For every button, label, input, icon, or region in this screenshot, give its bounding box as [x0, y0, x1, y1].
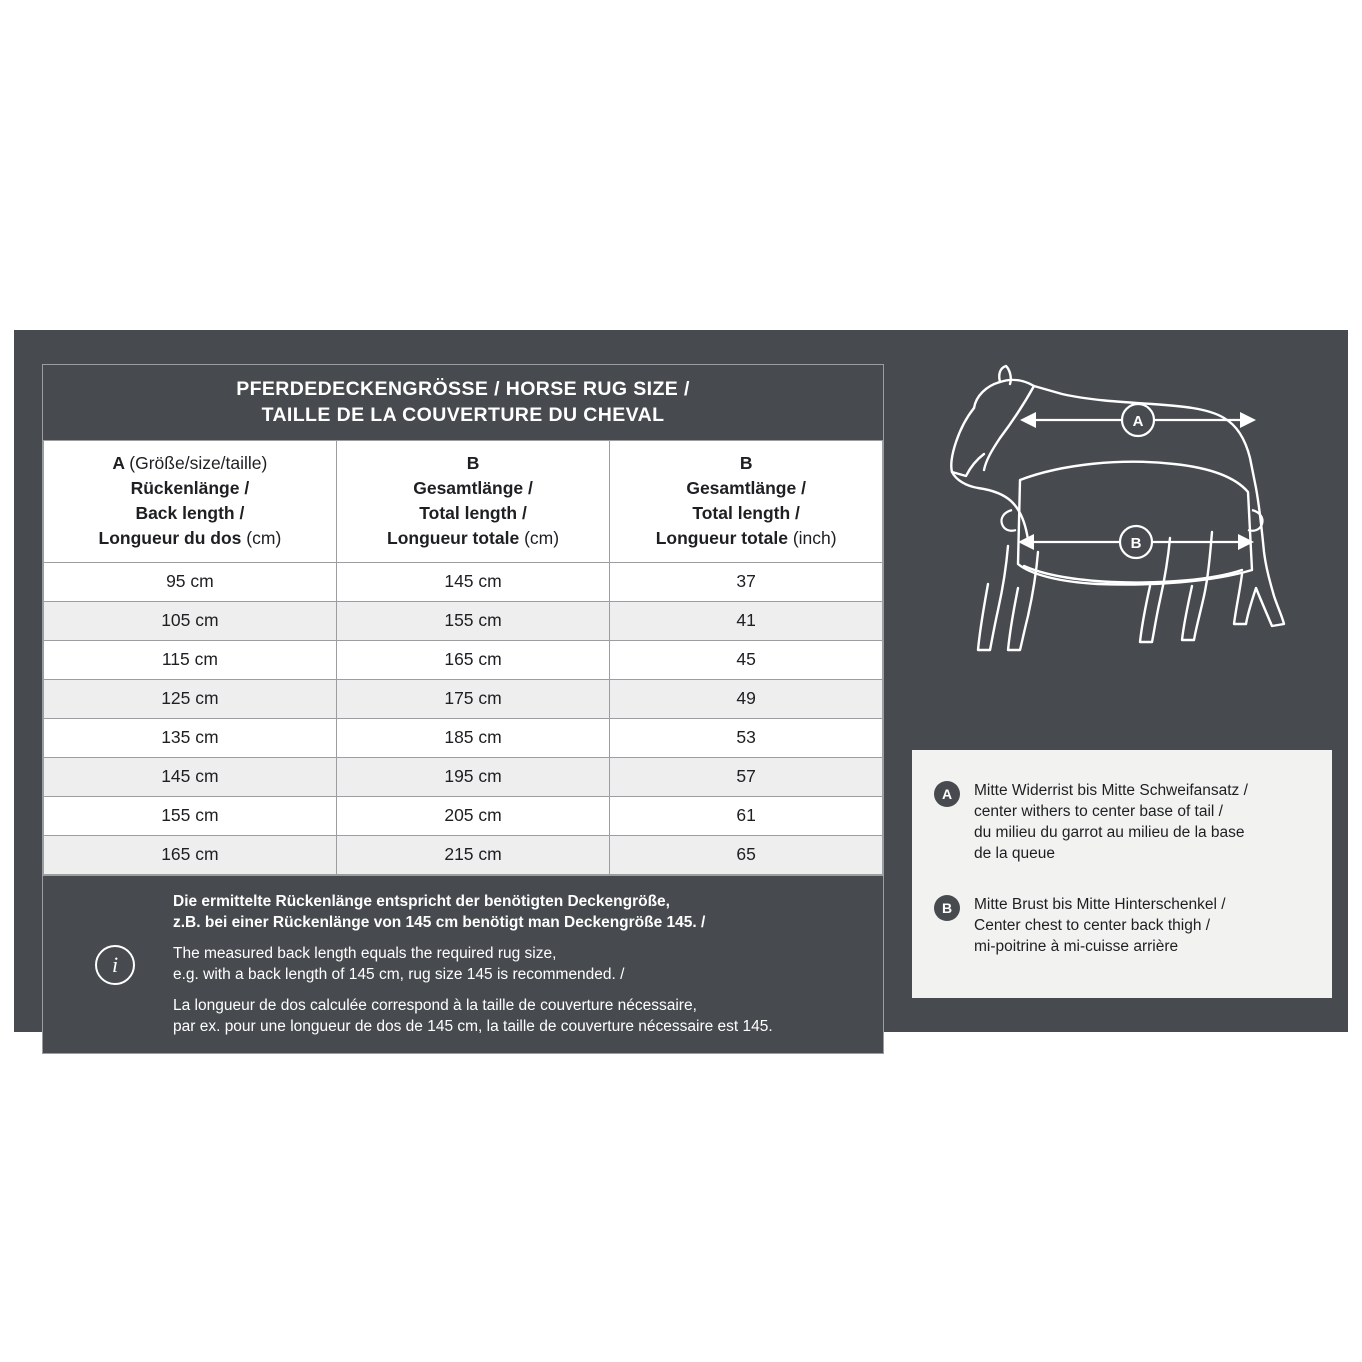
marker-b-label: B — [1130, 535, 1142, 552]
table-row — [44, 758, 883, 797]
table-row — [44, 719, 883, 758]
footnote-fr-line-2: par ex. pour une longueur de dos de 145 cm, la taille de couverture nécessaire est 145. — [173, 1017, 773, 1035]
rug-outline — [1018, 462, 1252, 585]
cell-total-inch: 57 — [610, 758, 883, 797]
table-footnote — [43, 875, 883, 1053]
footnote-de-line-2: z.B. bei einer Rückenlänge von 145 cm benötigt man Deckengröße 145. / — [173, 913, 706, 931]
cell-total-cm: 175 cm — [336, 680, 610, 719]
table-row — [44, 563, 883, 602]
table-title-line-1: PFERDEDECKENGRÖSSE / HORSE RUG SIZE / — [236, 378, 690, 400]
legend-text-a — [974, 780, 1248, 864]
horse-diagram — [912, 360, 1332, 730]
col3-unit: (inch) — [792, 528, 837, 548]
cell-total-inch: 41 — [610, 602, 883, 641]
col3-line-2: Gesamtlänge / — [686, 478, 806, 498]
legend-a-line-4: de la queue — [974, 845, 1056, 862]
col3-line-3: Total length / — [692, 503, 800, 523]
col1-letter: A — [112, 453, 125, 473]
legend-b-line-3: mi-poitrine à mi-cuisse arrière — [974, 938, 1179, 955]
cell-total-inch: 49 — [610, 680, 883, 719]
cell-total-inch: 61 — [610, 797, 883, 836]
col2-line-3: Total length / — [419, 503, 527, 523]
info-icon: i — [95, 945, 135, 985]
legend-text-b — [974, 894, 1226, 957]
table-header-row — [44, 441, 883, 563]
horse-illustration-svg — [912, 360, 1332, 730]
size-table-block — [42, 364, 884, 1054]
cell-total-cm: 195 cm — [336, 758, 610, 797]
column-header-back-length — [44, 441, 337, 563]
col2-unit: (cm) — [524, 528, 560, 548]
legend-badge-b: B — [934, 895, 960, 921]
rug-chest-strap — [1001, 510, 1016, 531]
column-header-total-length-inch — [610, 441, 883, 563]
column-header-total-length-cm — [336, 441, 610, 563]
table-row — [44, 602, 883, 641]
table-row — [44, 641, 883, 680]
cell-total-cm: 205 cm — [336, 797, 610, 836]
cell-back-length: 165 cm — [44, 836, 337, 875]
marker-a-label: A — [1132, 413, 1144, 430]
cell-total-cm: 165 cm — [336, 641, 610, 680]
size-table — [43, 441, 883, 875]
col3-letter: B — [739, 453, 753, 473]
table-row — [44, 680, 883, 719]
legend-b-line-1: Mitte Brust bis Mitte Hinterschenkel / — [974, 896, 1226, 913]
cell-total-cm: 145 cm — [336, 563, 610, 602]
legend-box — [912, 750, 1332, 998]
cell-total-inch: 37 — [610, 563, 883, 602]
legend-item-b — [934, 894, 1312, 957]
cell-total-inch: 53 — [610, 719, 883, 758]
legend-b-line-2: Center chest to center back thigh / — [974, 917, 1211, 934]
cell-back-length: 135 cm — [44, 719, 337, 758]
footnote-en-line-2: e.g. with a back length of 145 cm, rug size 145 is recommended. / — [173, 965, 625, 983]
footnote-en-line-1: The measured back length equals the required rug size, — [173, 945, 557, 962]
col1-line-2: Rückenlänge / — [130, 478, 250, 498]
footnote-de-line-1: Die ermittelte Rückenlänge entspricht der benötigten Deckengröße, — [173, 893, 670, 910]
col2-line-2: Gesamtlänge / — [413, 478, 533, 498]
footnote-fr-line-1: La longueur de dos calculée correspond à la taille de couverture nécessaire, — [173, 997, 697, 1014]
col1-unit: (cm) — [246, 528, 282, 548]
cell-total-inch: 45 — [610, 641, 883, 680]
legend-a-line-2: center withers to center base of tail / — [974, 803, 1223, 820]
cell-back-length: 105 cm — [44, 602, 337, 641]
table-row — [44, 836, 883, 875]
legend-badge-a: A — [934, 781, 960, 807]
cell-back-length: 145 cm — [44, 758, 337, 797]
col3-line-4: Longueur totale — [655, 528, 788, 548]
cell-total-cm: 215 cm — [336, 836, 610, 875]
col1-line-3: Back length / — [135, 503, 245, 523]
col1-line-4: Longueur du dos — [98, 528, 242, 548]
size-chart-panel — [14, 330, 1348, 1035]
table-title-line-2: TAILLE DE LA COUVERTURE DU CHEVAL — [261, 404, 665, 426]
cell-back-length: 125 cm — [44, 680, 337, 719]
legend-a-line-3: du milieu du garrot au milieu de la base — [974, 824, 1245, 841]
col2-line-4: Longueur totale — [387, 528, 520, 548]
col2-letter: B — [466, 453, 480, 473]
cell-total-inch: 65 — [610, 836, 883, 875]
footnote-text — [173, 892, 773, 1037]
cell-back-length: 155 cm — [44, 797, 337, 836]
table-row — [44, 797, 883, 836]
legend-item-a — [934, 780, 1312, 864]
horse-outline — [951, 366, 1284, 650]
col1-size-note: (Größe/size/taille) — [129, 453, 268, 473]
cell-total-cm: 185 cm — [336, 719, 610, 758]
cell-back-length: 95 cm — [44, 563, 337, 602]
legend-a-line-1: Mitte Widerrist bis Mitte Schweifansatz / — [974, 782, 1248, 799]
table-title — [43, 365, 883, 441]
cell-back-length: 115 cm — [44, 641, 337, 680]
cell-total-cm: 155 cm — [336, 602, 610, 641]
